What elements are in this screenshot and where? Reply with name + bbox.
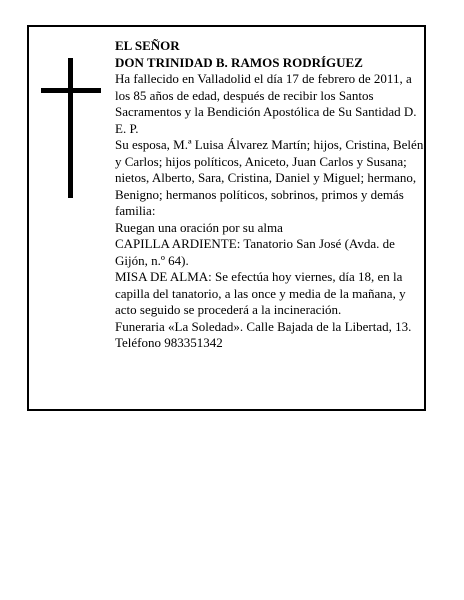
prayer-request: Ruegan una oración por su alma bbox=[115, 219, 283, 235]
notice-header-title: EL SEÑOR bbox=[115, 38, 180, 53]
cross-icon bbox=[41, 58, 101, 198]
notice-text bbox=[115, 38, 427, 352]
funeral-home-info: Funeraria «La Soledad». Calle Bajada de la Libertad, 13. bbox=[115, 318, 412, 334]
obituary-notice bbox=[27, 25, 426, 411]
death-announcement: Ha fallecido en Valladolid el día 17 de febrero de 2011, a los 85 años de edad, después de recibir los Santos Sacramentos y la Bendición Apostólica de Su Santidad D. E. P. bbox=[115, 71, 417, 136]
mass-info: MISA DE ALMA: Se efectúa hoy viernes, día 18, en la capilla del tanatorio, a las once y media de la mañana, y acto seguido se procederá a la incineración. bbox=[115, 269, 406, 317]
cross-horizontal-bar bbox=[41, 88, 101, 93]
family-list: Su esposa, M.ª Luisa Álvarez Martín; hijos, Cristina, Belén y Carlos; hijos políticos, Aniceto, Juan Carlos y Susana; nietos, Alberto, Sara, Cristina, Daniel y Miguel; hermano, Benigno; hermanos políticos, sobrinos, primos y demás familia: bbox=[115, 137, 424, 218]
chapel-info: CAPILLA ARDIENTE: Tanatorio San José (Avda. de Gijón, n.º 64). bbox=[115, 236, 395, 268]
phone-info: Teléfono 983351342 bbox=[115, 335, 223, 350]
cross-vertical-bar bbox=[68, 58, 73, 198]
deceased-name: DON TRINIDAD B. RAMOS RODRÍGUEZ bbox=[115, 54, 363, 70]
